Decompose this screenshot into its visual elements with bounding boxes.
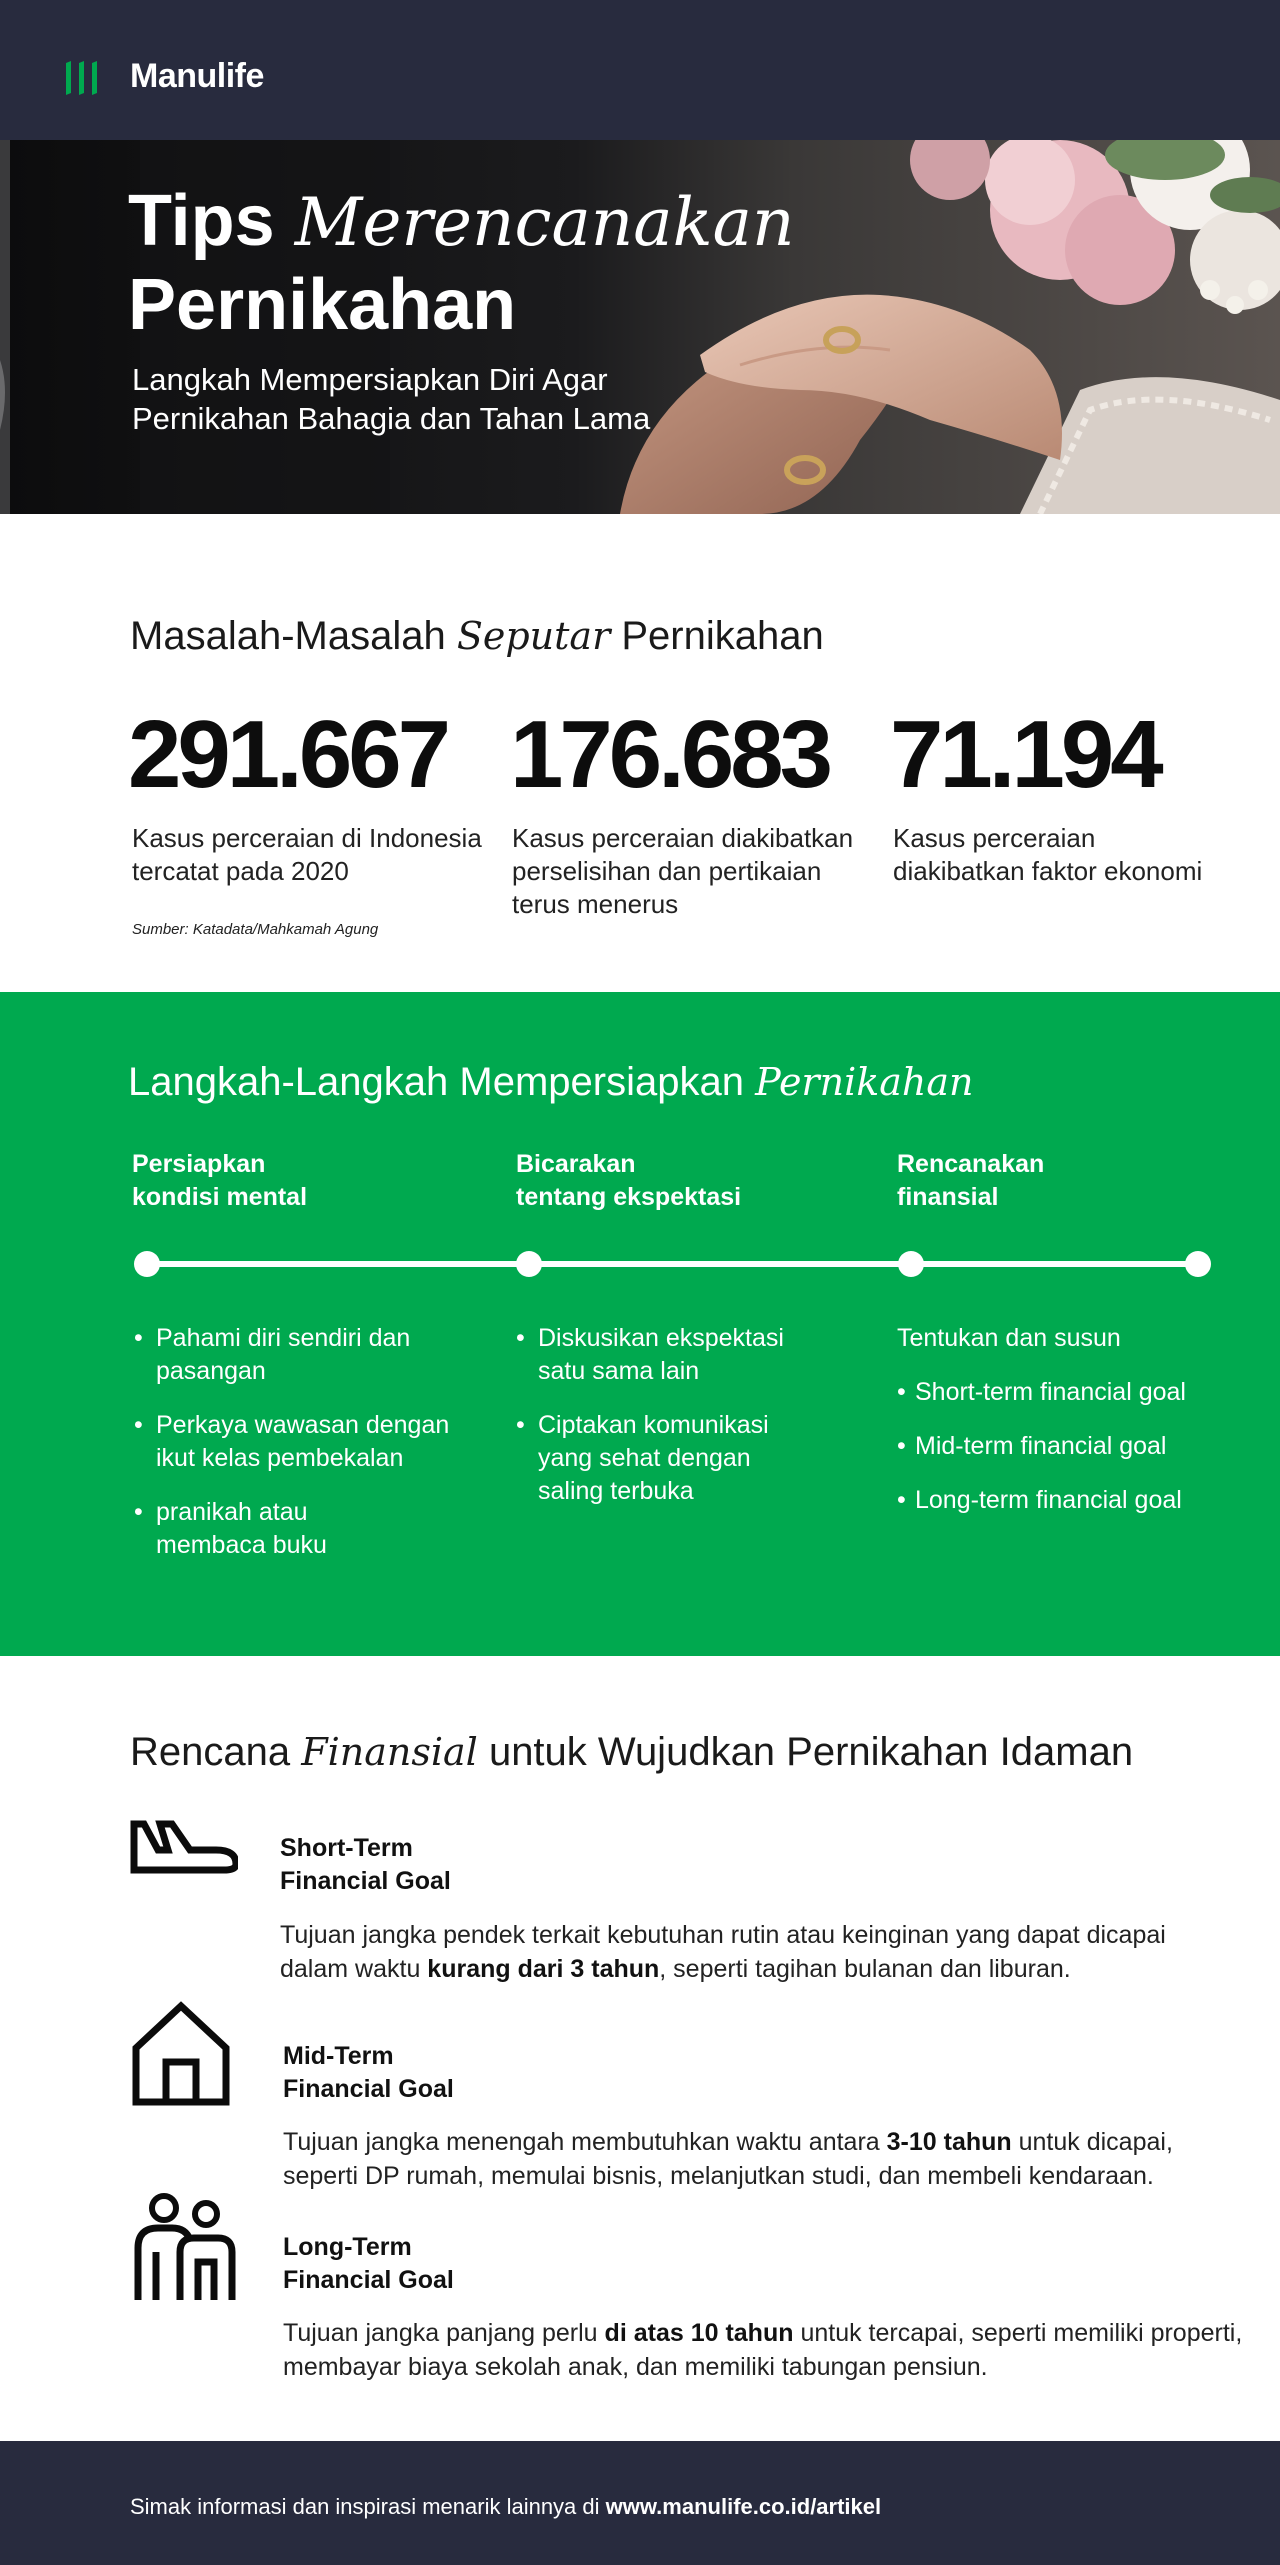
stat-desc-line: Kasus perceraian di Indonesia [132,823,482,853]
stat-number-conflict: 176.683 [510,701,830,808]
goal-desc-text: untuk tercapai, seperti memiliki properti, membayar biaya sekolah anak, dan memiliki tabungan pensiun. [283,2319,1243,2381]
goal-title-mid-term [283,2040,454,2106]
stat-desc-line: terus menerus [512,889,679,919]
source-citation: Sumber: Katadata/Mahkamah Agung [132,921,379,938]
goal-desc-bold: kurang dari 3 tahun [427,1955,660,1983]
step-heading-financial [897,1148,1044,1214]
step-heading-line: Rencanakan [897,1150,1045,1178]
goal-desc-bold: 3-10 tahun [886,2128,1012,2156]
timeline-line [146,1261,1198,1267]
stat-number-divorce-total: 291.667 [128,701,448,808]
goal-desc-text: Tujuan jangka pendek terkait kebutuhan rutin atau keinginan yang dapat dicapai dalam waktu [280,1921,1166,1983]
footer-caption: Simak informasi dan inspirasi menarik lainnya di [130,2494,606,2519]
goals-title-pre: Rencana [130,1730,302,1774]
timeline-dot [516,1251,542,1277]
manulife-logo-icon[interactable] [64,61,100,95]
list-item: • pranikah atau membaca buku [134,1496,364,1562]
hero-title-line2: Pernikahan [128,265,517,345]
goal-title-line: Financial Goal [280,1867,451,1895]
list-item: • Long-term financial goal [897,1484,1237,1517]
timeline-dot [898,1251,924,1277]
footer-text [130,2494,881,2520]
hero-title-italic: Merencanakan [294,184,795,261]
goals-title-italic: Finansial [301,1730,478,1774]
goal-title-line: Mid-Term [283,2042,394,2070]
hero-subtitle-line2: Pernikahan Bahagia dan Tahan Lama [132,401,651,436]
goal-desc-text: Tujuan jangka panjang perlu [283,2319,605,2347]
step-list-financial [897,1322,1237,1538]
stat-number-economy: 71.194 [890,701,1160,808]
goals-section-title [130,1730,1133,1775]
goal-title-line: Long-Term [283,2233,412,2261]
timeline-dot [1185,1251,1211,1277]
list-item: • Short-term financial goal [897,1376,1237,1409]
brand-name[interactable]: Manulife [130,57,264,95]
family-icon [128,2190,238,2300]
step-heading-mental [132,1148,307,1214]
goal-title-long-term [283,2231,454,2297]
stat-description [132,822,482,888]
hero-subtitle-line1: Langkah Mempersiapkan Diri Agar [132,362,608,397]
step-list-expectation [516,1322,816,1529]
goal-desc-text: Tujuan jangka menengah membutuhkan waktu antara [283,2128,887,2156]
airplane-icon [128,1820,238,1930]
list-item: • Ciptakan komunikasi yang sehat dengan saling terbuka [516,1409,806,1508]
hero-title [128,180,795,346]
step-heading-line: kondisi mental [132,1183,308,1211]
stats-section-title [130,614,824,659]
steps-title-pre: Langkah-Langkah Mempersiapkan [128,1060,756,1104]
stats-title-pre: Masalah-Masalah [130,614,457,658]
stat-desc-line: Kasus perceraian [893,823,1096,853]
stat-description [512,822,862,921]
goals-title-post: untuk Wujudkan Pernikahan Idaman [477,1730,1134,1774]
stats-title-italic: Seputar [456,614,611,658]
goal-title-short-term [280,1832,451,1898]
goal-desc-bold: di atas 10 tahun [604,2319,794,2347]
goal-description [283,2316,1243,2384]
step-list-mental [134,1322,464,1583]
hero-title-word: Tips [128,181,275,261]
footer-link[interactable]: www.manulife.co.id/artikel [605,2494,882,2519]
goal-desc-text: untuk dicapai, seperti DP rumah, memulai bisnis, melanjutkan studi, dan membeli kendaraan. [283,2128,1173,2190]
stat-description [893,822,1243,888]
goal-title-line: Short-Term [280,1834,413,1862]
stat-desc-line: Kasus perceraian diakibatkan [512,823,854,853]
list-intro: Tentukan dan susun [897,1324,1121,1352]
list-item: • Mid-term financial goal [897,1430,1237,1463]
step-heading-line: Persiapkan [132,1150,266,1178]
hero-subtitle [132,360,692,438]
list-item: • Diskusikan ekspektasi satu sama lain [516,1322,806,1388]
goal-description [283,2125,1243,2193]
stat-desc-line: diakibatkan faktor ekonomi [893,856,1203,886]
house-icon [128,2000,238,2110]
steps-section-title [128,1060,974,1105]
goal-desc-text: , seperti tagihan bulanan dan liburan. [659,1955,1071,1983]
timeline-dot [134,1251,160,1277]
list-item: • Perkaya wawasan dengan ikut kelas pembekalan [134,1409,464,1475]
goal-title-line: Financial Goal [283,2075,454,2103]
stat-desc-line: tercatat pada 2020 [132,856,349,886]
stats-title-post: Pernikahan [610,614,824,658]
step-heading-line: finansial [897,1183,999,1211]
goal-description [280,1918,1240,1986]
step-heading-line: Bicarakan [516,1150,636,1178]
goal-title-line: Financial Goal [283,2266,454,2294]
list-item: • Pahami diri sendiri dan pasangan [134,1322,464,1388]
step-heading-expectation [516,1148,741,1214]
steps-title-italic: Pernikahan [755,1060,974,1104]
stat-desc-line: perselisihan dan pertikaian [512,856,822,886]
step-heading-line: tentang ekspektasi [516,1183,742,1211]
